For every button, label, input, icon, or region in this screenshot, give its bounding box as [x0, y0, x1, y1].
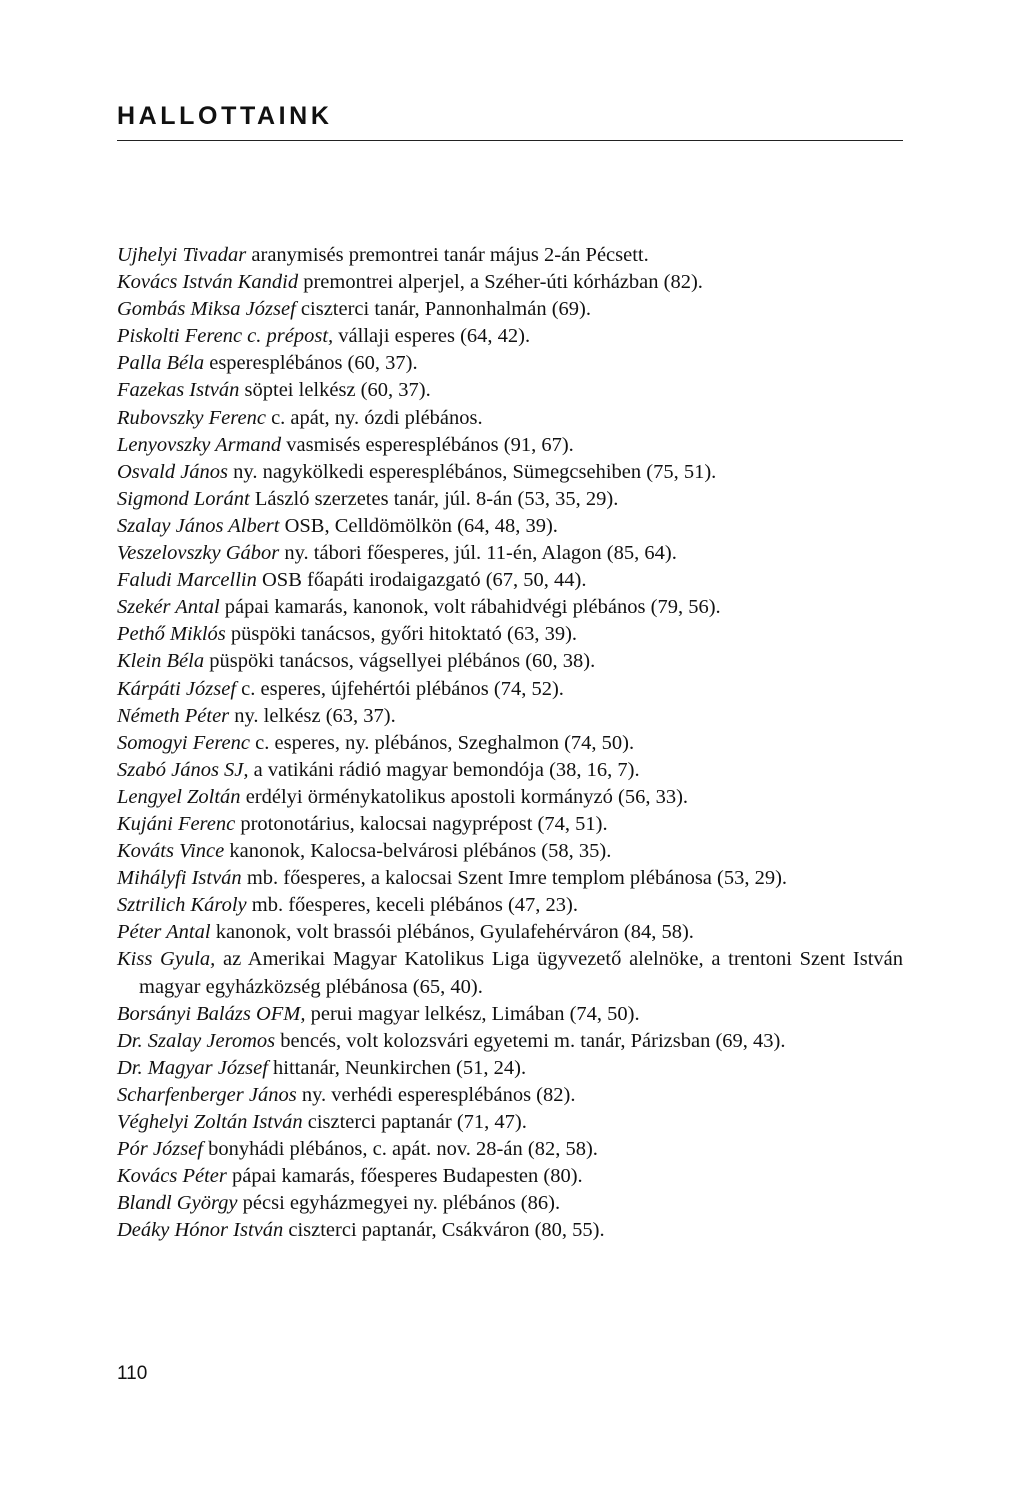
entry-text: bonyhádi plébános, c. apát. nov. 28-án (82, 58). [202, 1138, 598, 1161]
entry-text: ny. verhédi esperesplébános (82). [296, 1083, 576, 1106]
entry-text: esperesplébános (60, 37). [204, 352, 418, 375]
entry-name: Kiss Gyula, [117, 948, 216, 971]
obituary-entry [117, 621, 903, 648]
heading-rule [117, 140, 903, 141]
obituary-entry [117, 1190, 903, 1217]
entry-text: vállaji esperes (64, 42). [333, 325, 531, 348]
entry-text: ciszterci paptanár, Csákváron (80, 55). [283, 1219, 605, 1242]
entry-text: kanonok, volt brassói plébános, Gyulafehérváron (84, 58). [210, 921, 694, 944]
obituary-entry [117, 242, 903, 269]
obituary-entry [117, 1109, 903, 1136]
entry-text: ciszterci paptanár (71, 47). [302, 1111, 527, 1133]
entry-text: az Amerikai Magyar Katolikus Liga ügyvezető alelnöke, a trentoni Szent István magyar egyházközség plébánosa (65, 40). [139, 948, 904, 998]
entry-name: Véghelyi Zoltán István [117, 1111, 303, 1133]
obituary-entry [117, 784, 903, 811]
entry-name: Veszelovszky Gábor [117, 542, 280, 565]
entry-name: Piskolti Ferenc c. prépost, [117, 325, 334, 348]
entry-name: Dr. Magyar József [117, 1056, 268, 1079]
obituary-entry [117, 513, 903, 540]
entry-text: OSB főapáti irodaigazgató (67, 50, 44). [256, 569, 587, 592]
obituary-entry [117, 892, 903, 919]
entry-text: söptei lelkész (60, 37). [239, 379, 431, 402]
entry-name: Scharfenberger János [117, 1083, 297, 1106]
obituary-entry [117, 1163, 903, 1190]
obituary-entry [117, 432, 903, 459]
entry-name: Lengyel Zoltán [117, 785, 241, 808]
entry-name: Szalay János Albert [117, 514, 280, 537]
entry-text: ny. lelkész (63, 37). [229, 704, 396, 727]
entry-name: Blandl György [117, 1192, 238, 1215]
obituary-entry [117, 757, 903, 784]
obituary-entry [117, 703, 903, 730]
entry-text: mb. főesperes, a kalocsai Szent Imre templom plébánosa (53, 29). [241, 867, 788, 890]
obituary-entry [117, 1028, 903, 1055]
entry-name: Szabó János SJ, [117, 758, 249, 781]
entry-text: bencés, volt kolozsvári egyetemi m. tanár, Párizsban (69, 43). [275, 1029, 786, 1052]
entry-name: Péter Antal [117, 921, 211, 944]
obituary-entry [117, 459, 903, 486]
entry-name: Palla Béla [117, 352, 205, 375]
entry-name: Fazekas István [117, 379, 240, 402]
entry-name: Kárpáti József [117, 677, 237, 700]
entry-name: Faludi Marcellin [117, 569, 257, 592]
entry-text: OSB, Celldömölkön (64, 48, 39). [279, 514, 558, 537]
entry-name: Osvald János [117, 460, 229, 483]
entry-text: perui magyar lelkész, Limában (74, 50). [305, 1002, 640, 1025]
entry-text: mb. főesperes, keceli plébános (47, 23). [246, 894, 578, 917]
obituary-entry [117, 405, 903, 432]
obituary-entry [117, 377, 903, 404]
entry-text: c. esperes, ny. plébános, Szeghalmon (74, 50). [250, 731, 635, 754]
entry-text: ciszterci tanár, Pannonhalmán (69). [295, 298, 591, 321]
obituary-entry [117, 811, 903, 838]
entry-text: vasmisés esperesplébános (91, 67). [281, 433, 574, 456]
obituary-entry [117, 1136, 903, 1163]
obituary-entry [117, 567, 903, 594]
obituary-entry [117, 296, 903, 323]
entry-text: aranymisés premontrei tanár május 2-án Pécsett. [246, 244, 649, 266]
entry-name: Lenyovszky Armand [117, 433, 282, 456]
obituary-list [117, 242, 903, 1244]
entry-text: c. esperes, újfehértói plébános (74, 52). [236, 677, 564, 700]
obituary-entry [117, 919, 903, 946]
entry-name: Szekér Antal [117, 596, 220, 619]
entry-text: László szerzetes tanár, júl. 8-án (53, 35, 29). [249, 487, 619, 510]
entry-name: Németh Péter [117, 704, 230, 727]
obituary-entry [117, 865, 903, 892]
page-number: 110 [117, 1363, 148, 1384]
entry-name: Kováts Vince [117, 840, 225, 863]
entry-text: püspöki tanácsos, vágsellyei plébános (60, 38). [204, 650, 596, 673]
entry-name: Dr. Szalay Jeromos [117, 1029, 276, 1052]
entry-text: protonotárius, kalocsai nagyprépost (74, 51). [235, 812, 608, 835]
entry-name: Pór József [117, 1138, 203, 1161]
obituary-entry [117, 1001, 903, 1028]
entry-name: Deáky Hónor István [117, 1219, 284, 1242]
entry-text: püspöki tanácsos, győri hitoktató (63, 39). [225, 623, 578, 646]
obituary-entry [117, 838, 903, 865]
entry-text: pécsi egyházmegyei ny. plébános (86). [237, 1192, 561, 1215]
entry-text: ny. nagykölkedi esperesplébános, Sümegcsehiben (75, 51). [228, 460, 717, 483]
obituary-entry [117, 269, 903, 296]
entry-name: Ujhelyi Tivadar [117, 244, 247, 266]
entry-text: pápai kamarás, főesperes Budapesten (80). [226, 1165, 583, 1188]
obituary-entry [117, 648, 903, 675]
entry-name: Somogyi Ferenc [117, 731, 251, 754]
obituary-entry [117, 594, 903, 621]
page-heading: HALLOTTAINK [117, 102, 333, 130]
obituary-entry [117, 350, 903, 377]
obituary-entry [117, 946, 903, 1000]
obituary-entry [117, 1217, 903, 1244]
entry-name: Borsányi Balázs OFM, [117, 1002, 306, 1025]
entry-name: Kovács Péter [117, 1165, 227, 1188]
entry-name: Klein Béla [117, 650, 205, 673]
entry-name: Sigmond Loránt [117, 487, 250, 510]
obituary-entry [117, 1082, 903, 1109]
entry-text: a vatikáni rádió magyar bemondója (38, 16, 7). [248, 758, 640, 781]
obituary-entry [117, 676, 903, 703]
entry-name: Gombás Miksa József [117, 298, 296, 321]
entry-name: Mihályfi István [117, 867, 242, 890]
entry-text: kanonok, Kalocsa-belvárosi plébános (58, 35). [224, 840, 612, 863]
entry-name: Sztrilich Károly [117, 894, 247, 917]
entry-text: pápai kamarás, kanonok, volt rábahidvégi plébános (79, 56). [219, 596, 721, 619]
entry-text: ny. tábori főesperes, júl. 11-én, Alagon (85, 64). [279, 542, 677, 565]
entry-name: Kovács István Kandid [117, 271, 299, 294]
obituary-entry [117, 540, 903, 567]
entry-name: Kujáni Ferenc [117, 812, 236, 835]
entry-text: hittanár, Neunkirchen (51, 24). [267, 1056, 527, 1079]
obituary-entry [117, 323, 903, 350]
entry-text: c. apát, ny. ózdi plébános. [265, 406, 483, 429]
obituary-entry [117, 486, 903, 513]
obituary-entry [117, 1055, 903, 1082]
entry-name: Pethő Miklós [117, 623, 226, 646]
entry-text: premontrei alperjel, a Széher-úti kórházban (82). [298, 271, 703, 294]
entry-text: erdélyi örménykatolikus apostoli kormányzó (56, 33). [240, 785, 689, 808]
entry-name: Rubovszky Ferenc [117, 406, 266, 429]
obituary-entry [117, 730, 903, 757]
